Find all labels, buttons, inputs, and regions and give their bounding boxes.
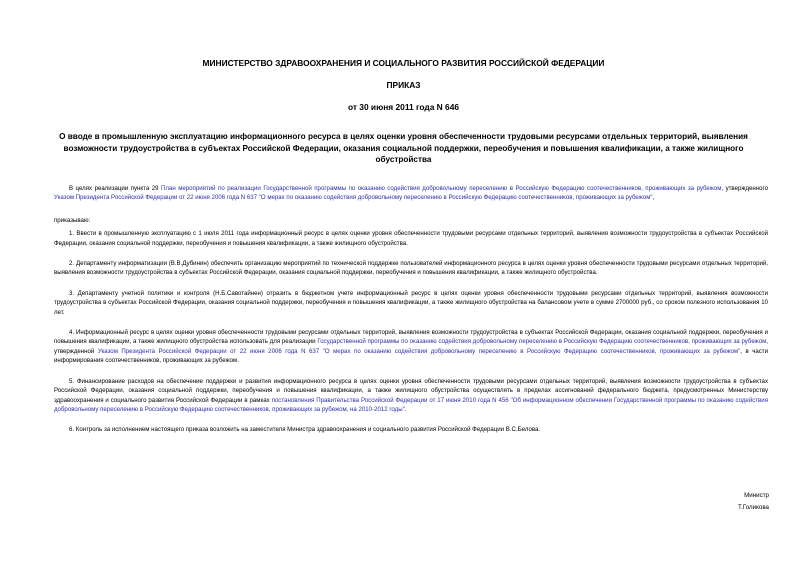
order-item-4	[54, 328, 768, 366]
order-item-3: 3. Департаменту учетной политики и контроля (Н.Б.Савотайнен) отразить в бюджетном учете информационный ресурс в целях оценки уровня обеспеченности трудовыми ресурсами отдельных территорий, выявления возможности трудоустройства в субъектах Российской Федерации, оказания социальной поддержки, переобучения и повышения квалификации, а также жилищного обустройства на балансовом учете в сумме 2700000 руб., со сроком полезного использования 10 лет.	[54, 289, 768, 316]
government-resolution-link[interactable]: постановления Правительства Российской Федерации от 17 июня 2010 года N 456 "Об информационном обеспечении Государственной программы по оказанию содействия добровольному переселению в Российскую Федерацию соотечественников, проживающих за рубежом, на 2010-2012 годы"	[54, 396, 768, 413]
program-plan-link[interactable]: План мероприятий по реализации Государственной программы по оказанию содействия добровольному переселению в Российскую Федерацию соотечественников, проживающих за рубежом	[161, 185, 722, 192]
order-item-5-text-1: 5. Финансирование расходов на обеспечение поддержки и развития информационного ресурса в целях оценки уровня обеспеченности трудовыми ресурсами отдельных территорий, выявления возможности трудоустройства в субъектах Российской Федерации, оказания социальной поддержки, переобучения и повышения квалификации, а также жилищного обустройства осуществлять в пределах ассигнований федерального бюджета, предусмотренных Министерству здравоохранения и социального развития Российской Федерации в рамках	[54, 377, 768, 404]
orders-word: приказываю:	[54, 216, 91, 224]
presidential-decree-link-2[interactable]: Указом Президента Российской Федерации от 22 июня 2006 года N 637 "О мерах по оказанию содействия добровольному переселению в Российскую Федерацию соотечественников, проживающих за рубежом"	[97, 347, 741, 355]
order-item-5-text-2: .	[404, 405, 407, 413]
signatory-name: Т.Голикова	[738, 504, 769, 511]
preamble-text-3: ,	[652, 194, 655, 202]
signature-block	[738, 490, 769, 514]
order-item-2: 2. Департаменту информатизации (В.В.Дубинин) обеспечить организацию мероприятий по технической поддержке пользователей информационного ресурса в целях оценки уровня обеспеченности трудовыми ресурсами отдельных территорий, выявления возможности трудоустройства в субъектах Российской Федерации, оказания социальной поддержки, переобучения и повышения квалификации, а также жилищного обустройства.	[54, 260, 768, 277]
state-program-link[interactable]: Государственной программы по оказанию содействия добровольному переселению в Российскую Федерацию соотечественников, проживающих за рубежом	[317, 338, 767, 346]
order-item-5	[54, 377, 768, 415]
order-item-4-text-1: 4. Информационный ресурс в целях оценки уровня обеспеченности трудовыми ресурсами отдельных территорий, выявления возможности трудоустройства в субъектах Российской Федерации, оказания социальной поддержки, переобучения и повышения квалификации, а также жилищного обустройства использовать для реализации	[54, 329, 768, 346]
preamble-paragraph	[54, 184, 768, 203]
document-body	[54, 184, 768, 435]
preamble-text-2: , утвержденного	[721, 185, 768, 192]
signatory-position: Министр	[744, 492, 769, 499]
order-item-4-text-3: , в части информирования соотечественников, проживающих за рубежом.	[54, 347, 769, 365]
preamble-text-1: В целях реализации пункта 29	[69, 185, 162, 192]
ministry-heading: МИНИСТЕРСТВО ЗДРАВООХРАНЕНИЯ И СОЦИАЛЬНОГО РАЗВИТИЯ РОССИЙСКОЙ ФЕДЕРАЦИИ	[202, 58, 605, 68]
document-title: О вводе в промышленную эксплуатацию информационного ресурса в целях оценки уровня обеспеченности трудовыми ресурсами отдельных территорий, выявления возможности трудоустройства в субъектах Российской Федерации, оказания социальной поддержки, переобучения и повышения квалификации, а также жилищного обустройства	[59, 132, 748, 165]
document-type-heading: ПРИКАЗ	[386, 80, 421, 90]
presidential-decree-link[interactable]: Указом Президента Российской Федерации от 22 июня 2006 года N 637 "О мерах по оказанию содействия добровольному переселению в Российскую Федерацию соотечественников, проживающих за рубежом"	[54, 194, 653, 202]
order-item-6: 6. Контроль за исполнением настоящего приказа возложить на заместителя Министра здравоохранения и социального развития Российской Федерации В.С.Белова.	[69, 426, 541, 434]
order-item-1: 1. Ввести в промышленную эксплуатацию с 1 июля 2011 года информационный ресурс в целях оценки уровня обеспеченности трудовыми ресурсами отдельных территорий, выявления возможности трудоустройства в субъектах Российской Федерации, оказания социальной поддержки, переобучения и повышения квалификации, а также жилищного обустройства.	[54, 230, 768, 247]
document-date-number: от 30 июня 2011 года N 646	[347, 102, 460, 112]
order-item-4-text-2: , утвержденной	[54, 338, 768, 355]
